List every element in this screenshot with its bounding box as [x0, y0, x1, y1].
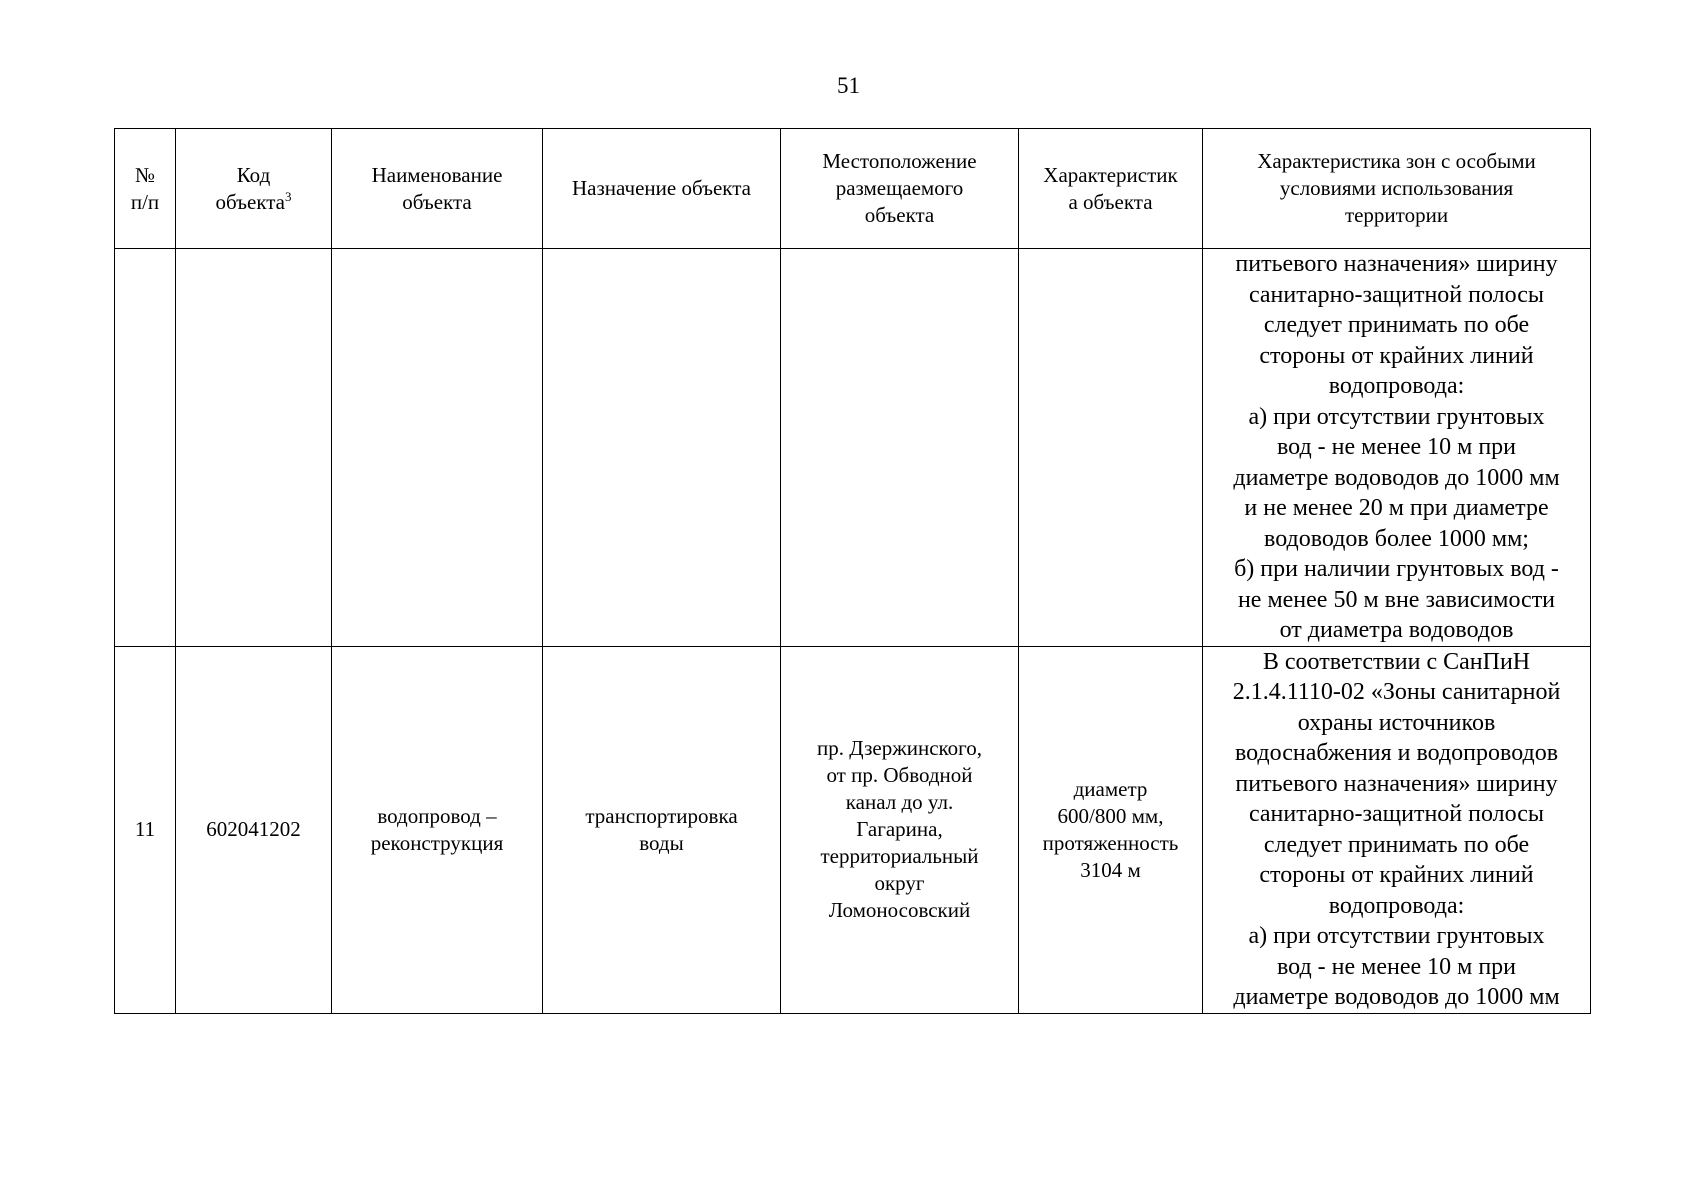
cell-name: [332, 249, 543, 647]
cell-location: [781, 249, 1019, 647]
header-num: № п/п: [115, 129, 176, 249]
cell-characteristic: [1019, 249, 1203, 647]
cell-num: 11: [115, 646, 176, 1013]
table-row-11: [115, 646, 1591, 1013]
header-zones: Характеристика зон с особыми условиями использования территории: [1203, 129, 1591, 249]
table-row-continuation: [115, 249, 1591, 647]
cell-code: [176, 249, 332, 647]
cell-name: водопровод – реконструкция: [332, 646, 543, 1013]
header-location: Местоположение размещаемого объекта: [781, 129, 1019, 249]
cell-location: пр. Дзержинского, от пр. Обводной канал до ул. Гагарина, территориальный округ Ломоносовский: [781, 646, 1019, 1013]
cell-purpose: транспортировка воды: [543, 646, 781, 1013]
cell-zones: В соответствии с СанПиН 2.1.4.1110-02 «Зоны санитарной охраны источников водоснабжения и водопроводов питьевого назначения» ширину санитарно-защитной полосы следует принимать по обе стороны от крайних линий водопровода: а) при отсутствии грунтовых вод - не менее 10 м при диаметре водоводов до 1000 мм: [1203, 646, 1591, 1013]
header-characteristic: Характеристик а объекта: [1019, 129, 1203, 249]
header-code: Код объекта$^3$: [176, 129, 332, 249]
header-purpose: Назначение объекта: [543, 129, 781, 249]
cell-characteristic: диаметр 600/800 мм, протяженность 3104 м: [1019, 646, 1203, 1013]
cell-zones: питьевого назначения» ширину санитарно-защитной полосы следует принимать по обе стороны от крайних линий водопровода: а) при отсутствии грунтовых вод - не менее 10 м при диаметре водоводов до 1000 мм и не менее 20 м при диаметре водоводов более 1000 мм; б) при наличии грунтовых вод - не менее 50 м вне зависимости от диаметра водоводов: [1203, 249, 1591, 647]
header-name: Наименование объекта: [332, 129, 543, 249]
cell-purpose: [543, 249, 781, 647]
table-header-row: [115, 129, 1591, 249]
footnote-mark: 3: [285, 188, 292, 204]
cell-num: [115, 249, 176, 647]
objects-table: [114, 128, 1591, 1014]
page-number: 51: [837, 73, 860, 98]
cell-code: 602041202: [176, 646, 332, 1013]
